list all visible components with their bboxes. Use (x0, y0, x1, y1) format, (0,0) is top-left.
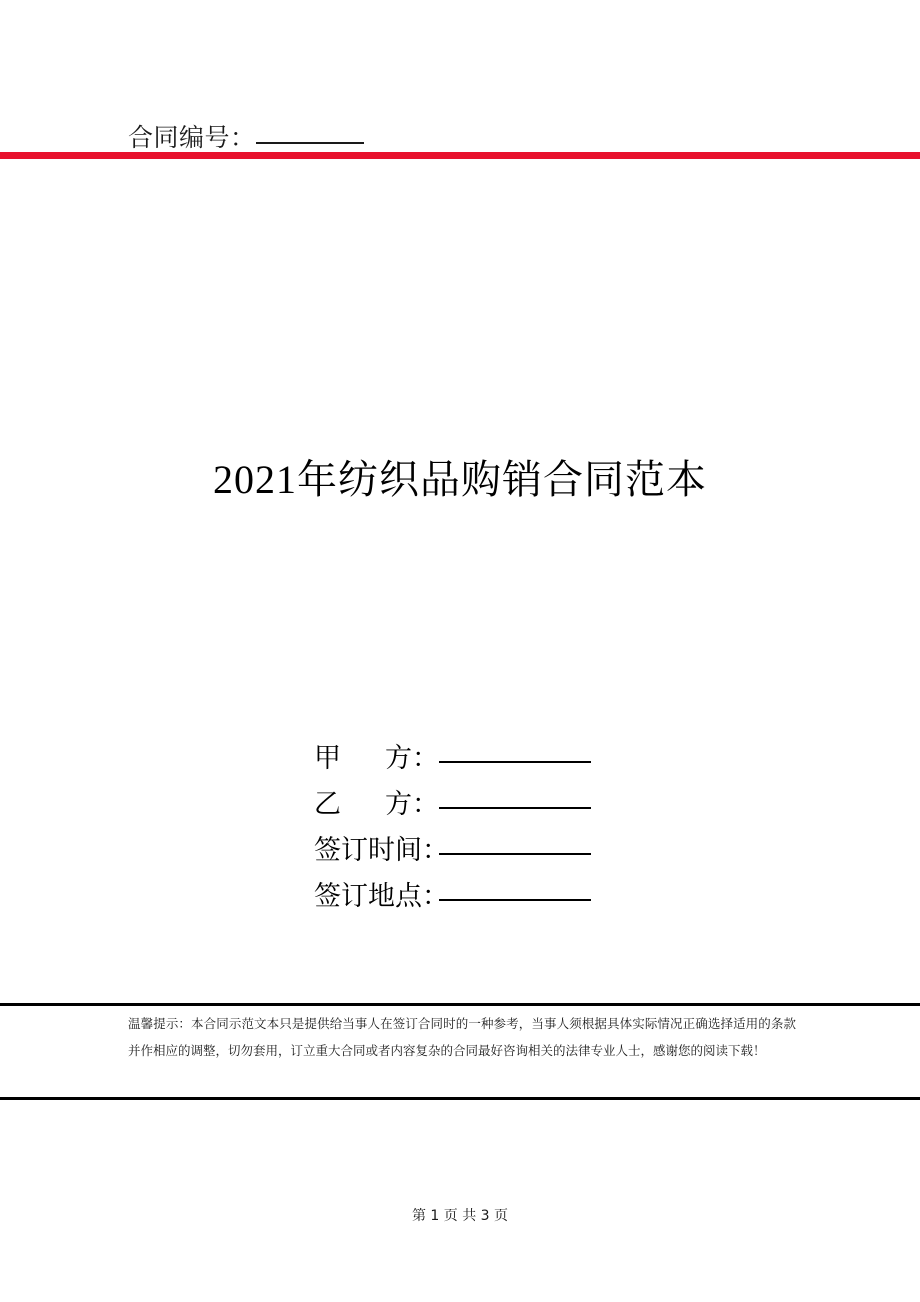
notice-top-rule (0, 1003, 920, 1006)
header-accent-rule (0, 152, 920, 159)
contract-number-line (128, 118, 364, 154)
page-footer: 第 1 页 共 3 页 (411, 1208, 509, 1224)
field-blank-sign-date[interactable] (439, 853, 591, 855)
contract-number-blank[interactable] (256, 142, 364, 144)
notice-bottom-rule (0, 1097, 920, 1100)
signature-fields (314, 735, 591, 919)
field-label-party-a: 甲 方： (314, 743, 439, 773)
field-label-sign-date: 签订时间： (314, 835, 449, 865)
field-blank-party-b[interactable] (439, 807, 591, 809)
contract-number-label: 合同编号： (128, 123, 256, 152)
page-title: 2021年纺织品购销合同范本 (213, 457, 707, 502)
field-row-party-a (314, 735, 591, 781)
field-row-sign-date (314, 827, 591, 873)
field-label-party-b: 乙 方： (314, 789, 439, 819)
field-row-party-b (314, 781, 591, 827)
notice-text: 温馨提示：本合同示范文本只是提供给当事人在签订合同时的一种参考，当事人须根据具体实际情况正确选择适用的条款并作相应的调整，切勿套用，订立重大合同或者内容复杂的合同最好咨询相关的法律专业人士，感谢您的阅读下载！ (128, 1016, 796, 1058)
field-row-sign-place (314, 873, 591, 919)
field-label-sign-place: 签订地点： (314, 881, 449, 911)
field-blank-party-a[interactable] (439, 761, 591, 763)
field-blank-sign-place[interactable] (439, 899, 591, 901)
